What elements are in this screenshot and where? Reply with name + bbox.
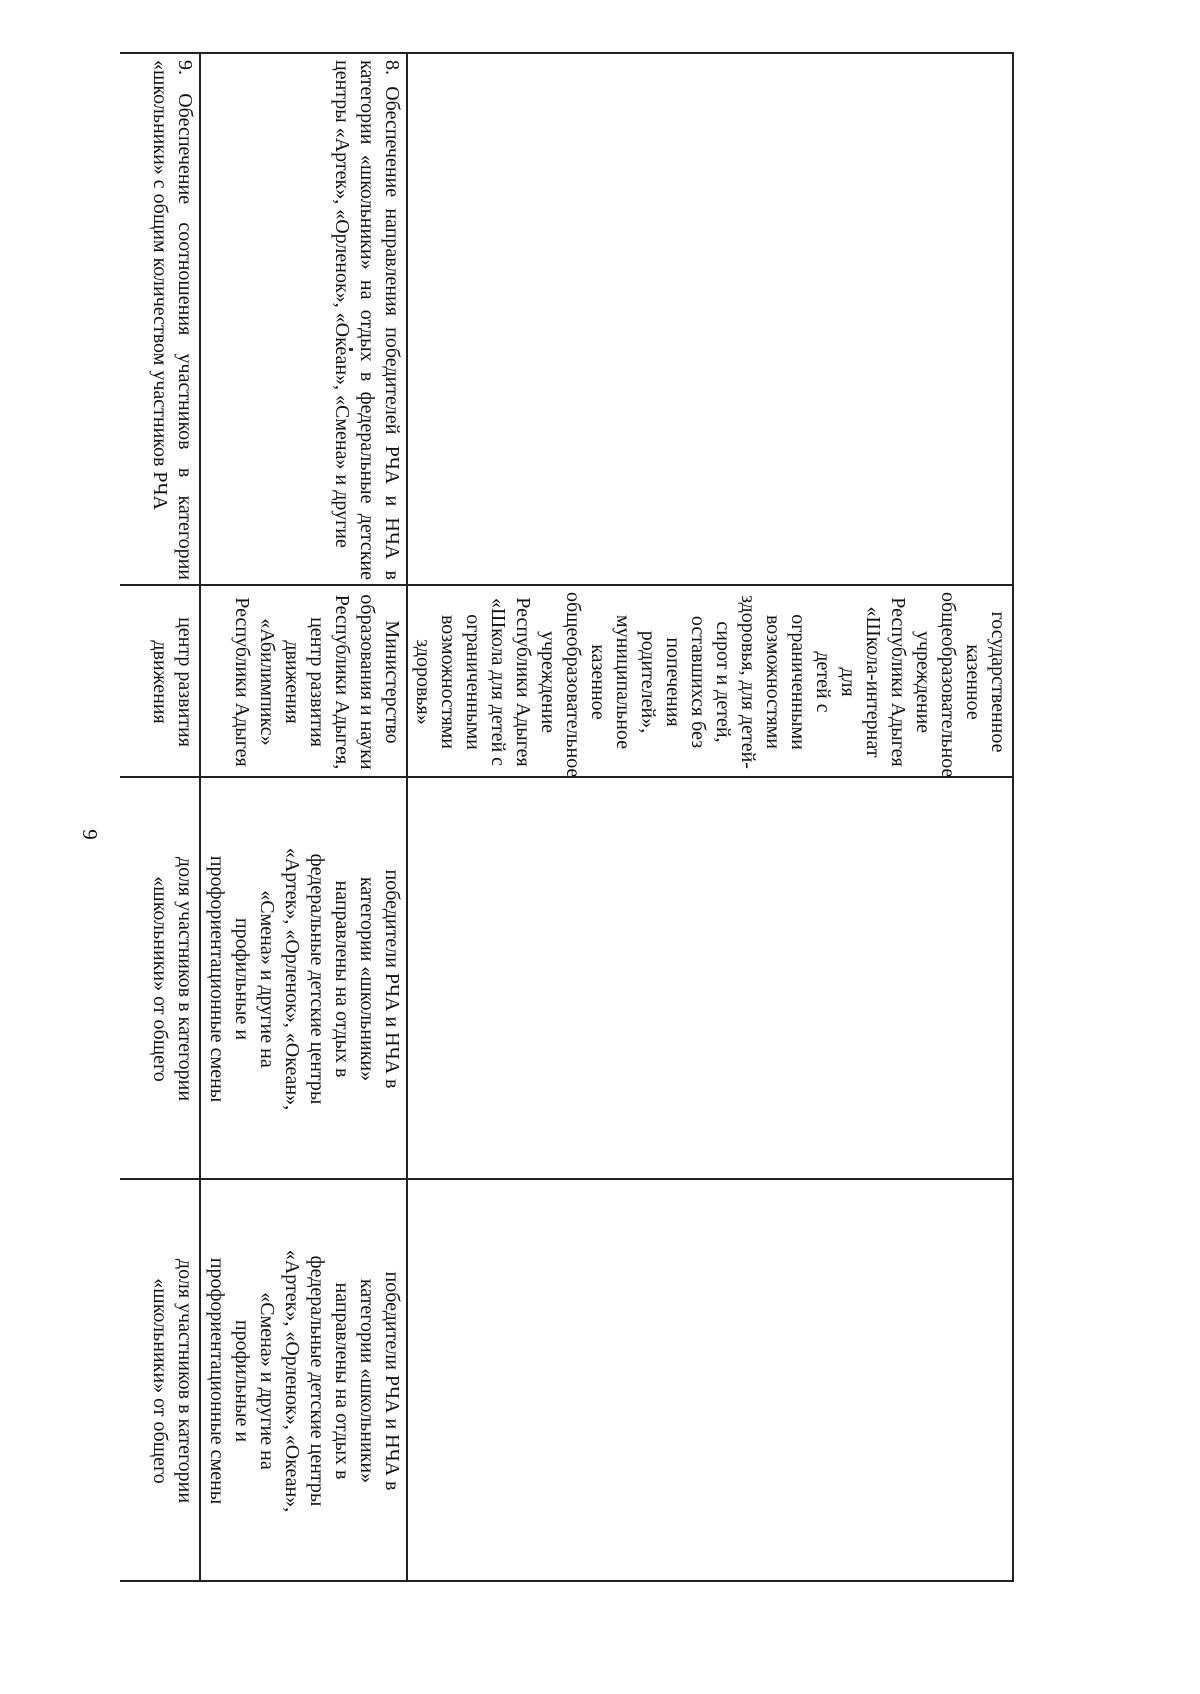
table-cell-responsible xyxy=(120,585,200,777)
cell-text: доля участников в категории «школьники» от общего xyxy=(149,1258,196,1504)
cell-text: 9. Обеспечение соотношения участников в категории «школьники» с общим количеством участников РЧА xyxy=(149,60,196,580)
table-cell-responsible xyxy=(407,585,1013,777)
table-cell-indicator xyxy=(407,1179,1013,1581)
table-cell-indicator xyxy=(200,1179,407,1581)
cell-text: победители РЧА и НЧА в категории «школьники» направлены на отдых в федеральные детские центры «Артек», «Орленок», «Океан», «Смена» и другие на профильные и профориентационные смены xyxy=(206,847,403,1111)
table-cell-task xyxy=(120,53,200,585)
table-row xyxy=(200,53,407,1581)
table-row xyxy=(407,53,1013,1581)
table-cell-task xyxy=(200,53,407,585)
cell-text: 8. Обеспечение направления победителей РЧА и НЧА в категории «школьники» на отдых в федеральные детские центры «Артек», «Орленок», «Океан», «Смена» и другие xyxy=(331,60,403,580)
cell-text: государственное казенное общеобразовательное учреждение Республики Адыгея «Школа-интернат для детей с ограниченными возможностями здоровья, для детей- сирот и детей, оставшихся без попечения родителей», муниципальное казенное общеобразовательное учреждение Республики Адыгея «Школа для детей с ограниченными возможностями здоровья» xyxy=(412,592,1009,778)
plan-table xyxy=(120,52,1014,1582)
cell-text: победители РЧА и НЧА в категории «школьники» направлены на отдых в федеральные детские центры «Артек», «Орленок», «Океан», «Смена» и другие на профильные и профориентационные смены xyxy=(206,1249,403,1513)
table-frame xyxy=(120,52,1014,1582)
table-cell-result xyxy=(407,777,1013,1179)
table-cell-responsible xyxy=(200,585,407,777)
table-cell-result xyxy=(200,777,407,1179)
table-cell-indicator xyxy=(120,1179,200,1581)
table-row xyxy=(120,53,200,1581)
cell-text: центр развития движения xyxy=(149,617,196,747)
cell-text: доля участников в категории «школьники» от общего xyxy=(149,856,196,1102)
table-cell-task xyxy=(407,53,1013,585)
rotated-table-area xyxy=(120,52,1014,1582)
cell-text: Министерство образования и науки Республики Адыгея, центр развития движения «Абилимпикс» Республики Адыгея xyxy=(231,594,403,770)
table-cell-result xyxy=(120,777,200,1179)
page-number: 9 xyxy=(77,829,102,840)
